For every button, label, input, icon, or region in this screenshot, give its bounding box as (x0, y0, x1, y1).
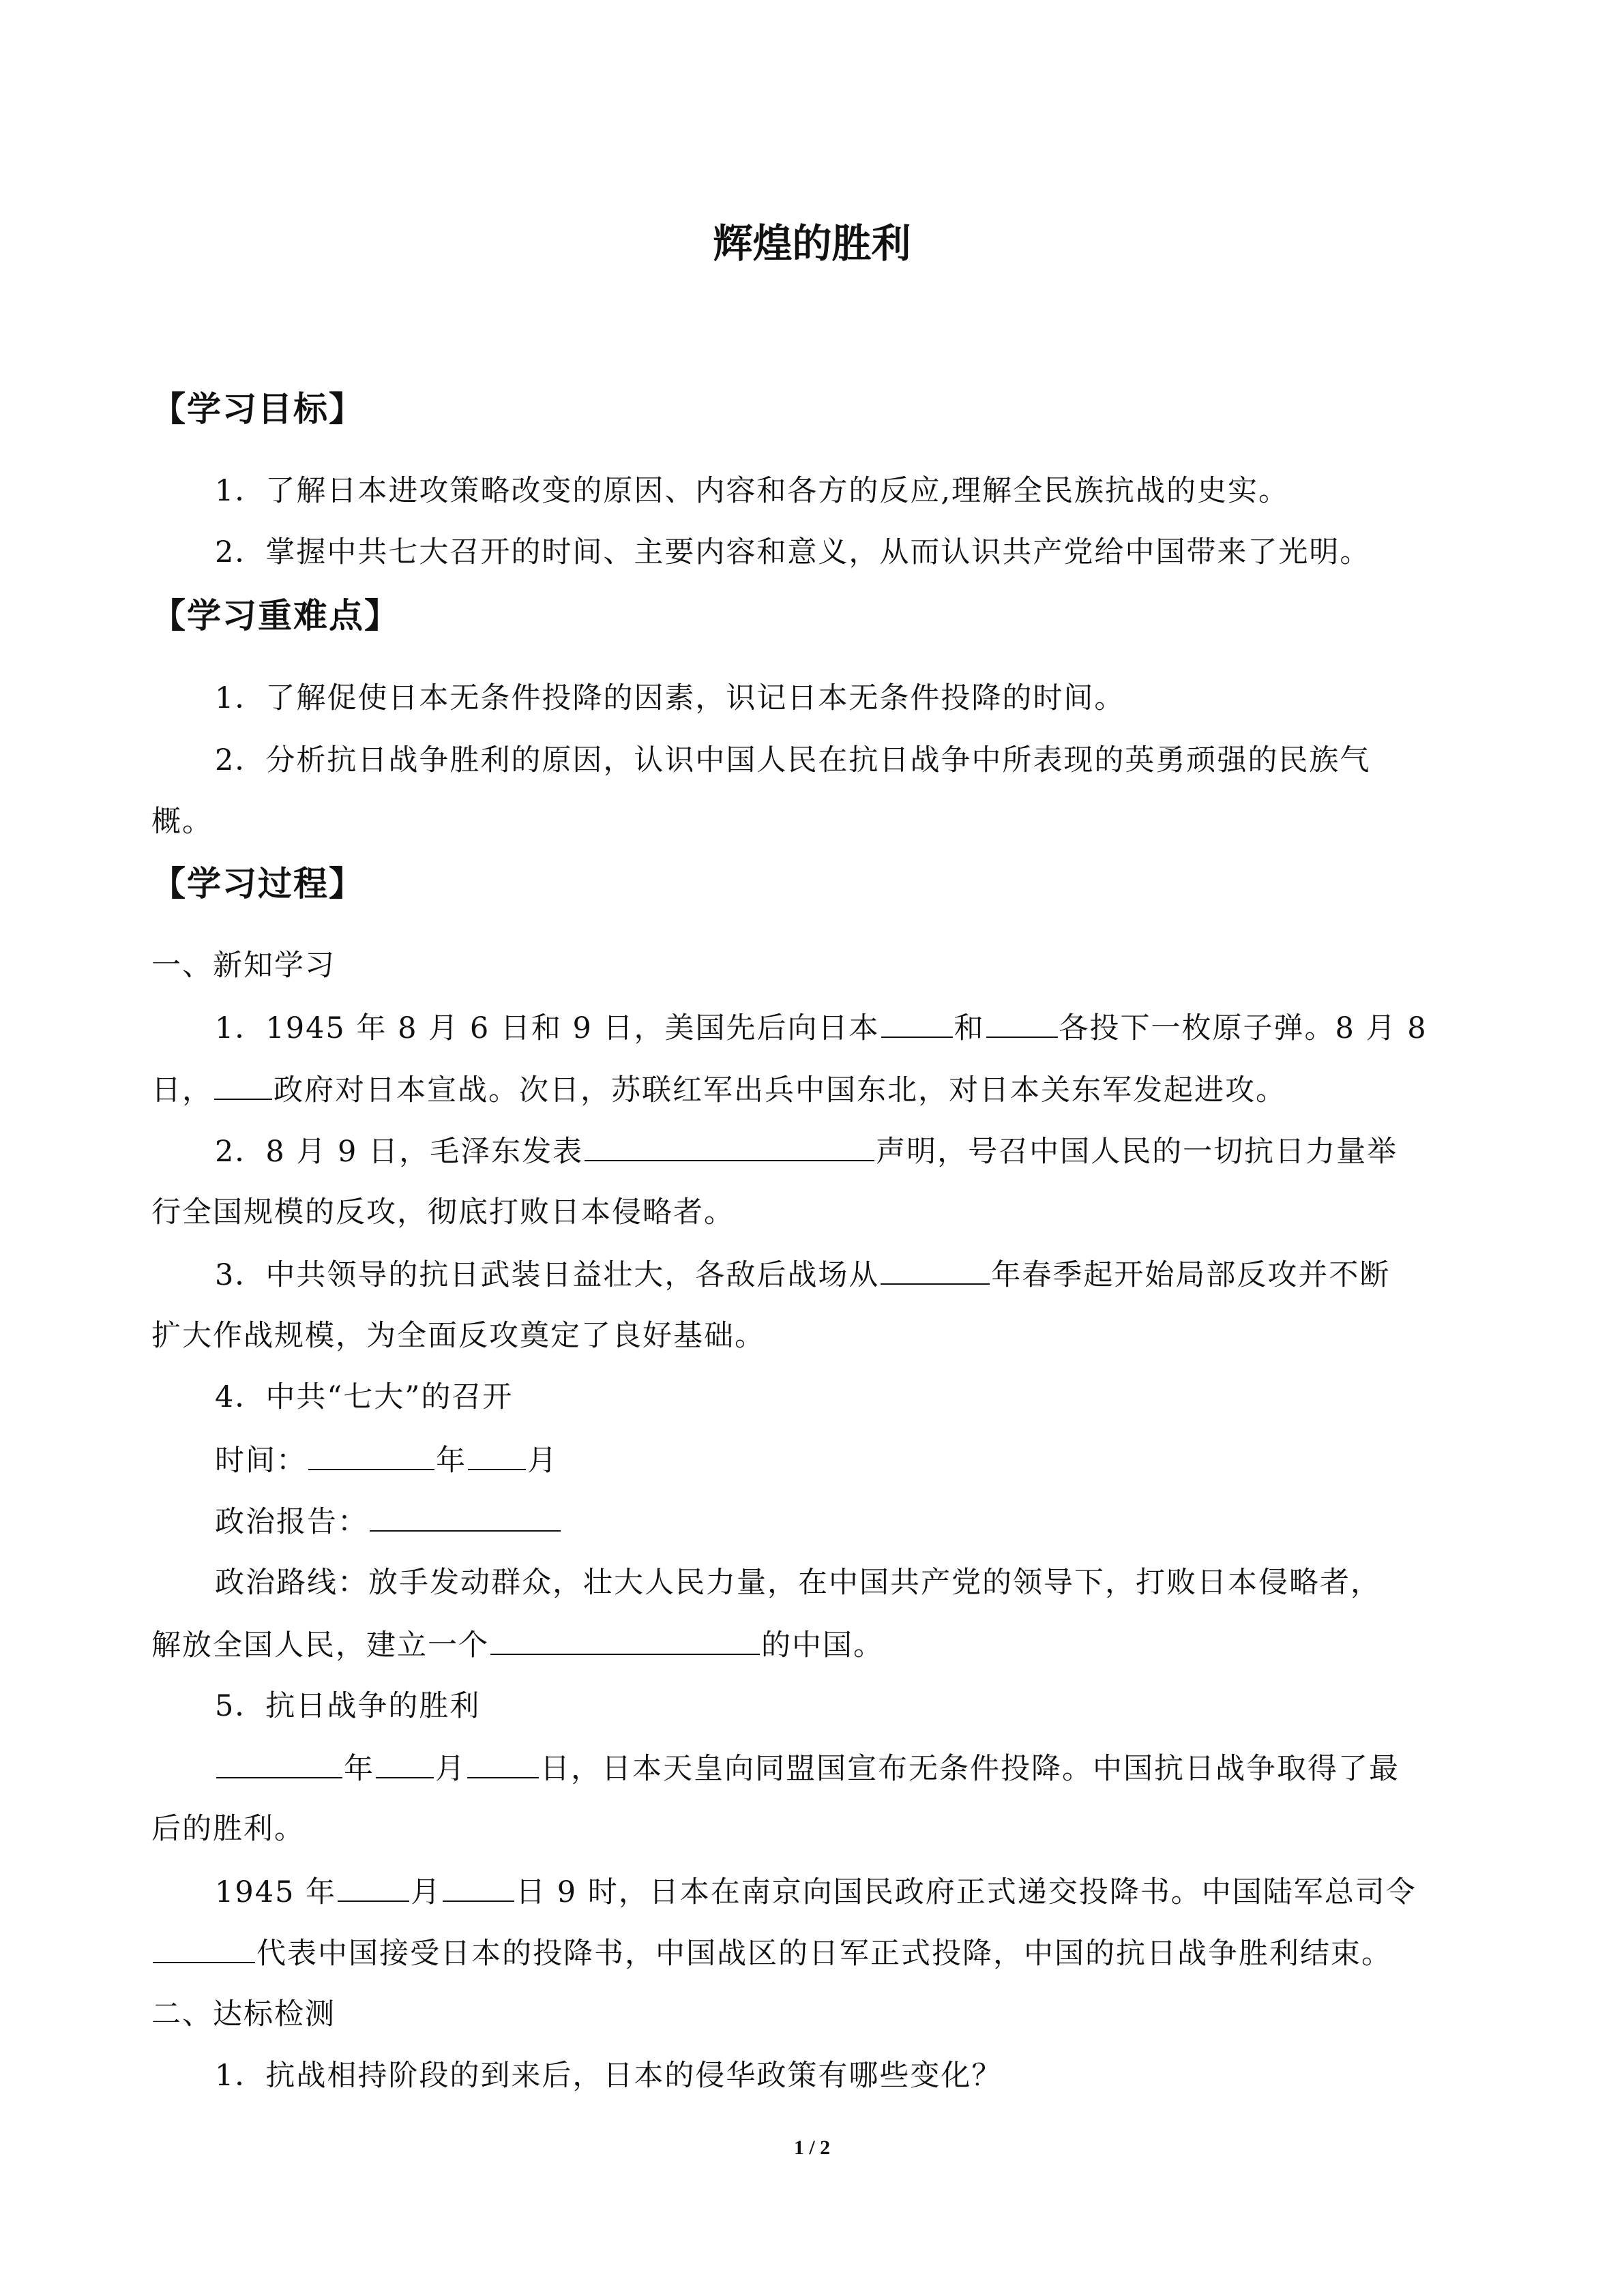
q5-surrender (215, 1747, 1400, 1789)
blank-q5b-month[interactable] (338, 1870, 409, 1902)
part1-heading: 一、新知学习 (151, 949, 336, 983)
question-1-cont (151, 1069, 1286, 1111)
blank-commander[interactable] (153, 1932, 255, 1963)
blank-city-1[interactable] (881, 1007, 953, 1038)
blank-q5-month[interactable] (376, 1747, 434, 1778)
q4-report-label: 政治报告： (215, 1505, 368, 1539)
q5b-text-cont: 代表中国接受日本的投降书，中国战区的日军正式投降，中国的抗日战争胜利结束。 (256, 1937, 1392, 1971)
question-5: 5．抗日战争的胜利 (215, 1689, 481, 1723)
q5-surrender-cont: 后的胜利。 (151, 1812, 305, 1846)
keypoint-2: 2．分析抗日战争胜利的原因，认识中国人民在抗日战争中所表现的英勇顽强的民族气 (215, 743, 1371, 777)
q4-year-label: 年 (436, 1444, 467, 1478)
q1-text-d: 日， (151, 1073, 213, 1107)
q5b-month-label: 月 (411, 1875, 442, 1909)
question-4: 4．中共“七大”的召开 (215, 1380, 514, 1414)
section-heading-process: 【学习过程】 (151, 864, 364, 904)
q2-text-b: 声明，号召中国人民的一切抗日力量举 (876, 1135, 1398, 1169)
keypoint-2-cont: 概。 (151, 805, 213, 839)
objective-1: 1．了解日本进攻策略改变的原因、内容和各方的反应,理解全民族抗战的史实。 (215, 474, 1290, 508)
section-heading-objectives: 【学习目标】 (151, 389, 364, 429)
q4-line: 政治路线：放手发动群众，壮大人民力量，在中国共产党的领导下，打败日本侵略者， (215, 1566, 1381, 1600)
q2-text-a: 2．8 月 9 日，毛泽东发表 (215, 1135, 584, 1169)
question-3 (215, 1253, 1390, 1296)
q5-year-label: 年 (344, 1752, 374, 1786)
check-question-1: 1．抗战相持阶段的到来后，日本的侵华政策有哪些变化？ (215, 2059, 1003, 2093)
q1-text-e: 政府对日本宣战。次日，苏联红军出兵中国东北，对日本关东军发起进攻。 (274, 1073, 1286, 1107)
section-heading-keypoints: 【学习重难点】 (151, 596, 400, 636)
blank-q5b-day[interactable] (443, 1870, 514, 1902)
question-2-cont: 行全国规模的反攻，彻底打败日本侵略者。 (151, 1195, 735, 1229)
q4-time-label: 时间： (215, 1444, 307, 1478)
q5-text: 日，日本天皇向同盟国宣布无条件投降。中国抗日战争取得了最 (540, 1752, 1400, 1786)
q4-line-b: 解放全国人民，建立一个 (151, 1628, 489, 1663)
blank-statement[interactable] (585, 1130, 874, 1161)
blank-report[interactable] (370, 1500, 561, 1532)
q4-line-cont (151, 1624, 884, 1666)
q1-text-c: 各投下一枚原子弹。8 月 8 (1059, 1011, 1428, 1045)
q5-nanjing (215, 1870, 1417, 1913)
blank-q5-year[interactable] (216, 1747, 342, 1778)
q5b-year: 1945 年 (215, 1875, 337, 1909)
q3-text-a: 3．中共领导的抗日武装日益壮大，各敌后战场从 (215, 1258, 880, 1292)
keypoint-1: 1．了解促使日本无条件投降的因素，识记日本无条件投降的时间。 (215, 681, 1125, 715)
q3-text-b: 年春季起开始局部反攻并不断 (991, 1258, 1391, 1292)
objective-2: 2．掌握中共七大召开的时间、主要内容和意义，从而认识共产党给中国带来了光明。 (215, 535, 1371, 569)
q1-text-a: 1．1945 年 8 月 6 日和 9 日，美国先后向日本 (215, 1011, 880, 1045)
blank-city-2[interactable] (986, 1007, 1058, 1038)
q5-month-label: 月 (435, 1752, 466, 1786)
question-3-cont: 扩大作战规模，为全面反攻奠定了良好基础。 (151, 1319, 765, 1353)
blank-q5-day[interactable] (467, 1747, 539, 1778)
q5b-text: 日 9 时，日本在南京向国民政府正式递交投降书。中国陆军总司令 (516, 1875, 1417, 1909)
q4-report (215, 1500, 562, 1542)
blank-government[interactable] (214, 1069, 272, 1100)
blank-q4-month[interactable] (468, 1439, 526, 1470)
question-2 (215, 1130, 1398, 1172)
q1-text-b: 和 (954, 1011, 985, 1045)
q4-line-c: 的中国。 (761, 1628, 884, 1663)
q4-time (215, 1439, 558, 1481)
page-title: 辉煌的胜利 (713, 220, 911, 267)
blank-china[interactable] (490, 1624, 760, 1655)
q4-month-label: 月 (527, 1444, 558, 1478)
q5-nanjing-cont (151, 1932, 1392, 1974)
question-1 (215, 1007, 1428, 1049)
part2-heading: 二、达标检测 (151, 1997, 336, 2031)
blank-q4-year[interactable] (308, 1439, 434, 1470)
page-number: 1 / 2 (793, 2136, 831, 2159)
blank-year[interactable] (881, 1253, 990, 1285)
